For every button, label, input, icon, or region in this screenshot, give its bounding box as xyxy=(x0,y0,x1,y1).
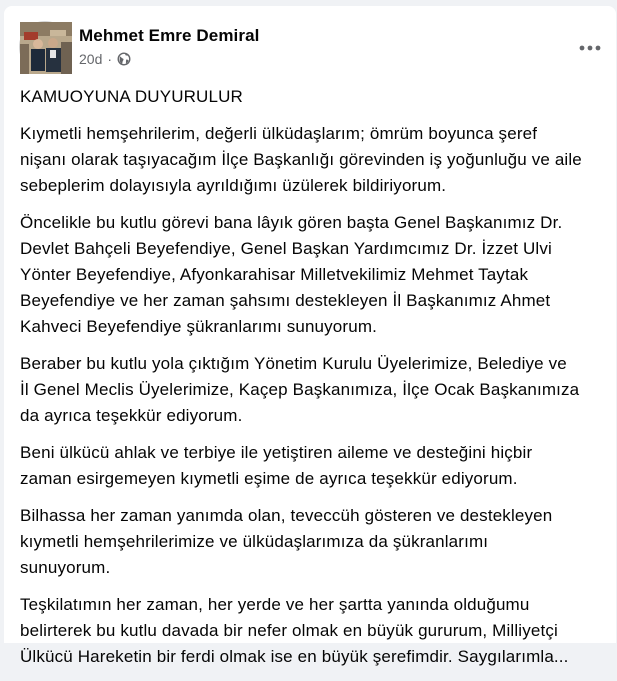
post-paragraph: Kıymetli hemşehrilerim, değerli ülküdaşlarım; ömrüm boyunca şeref nişanı olarak taşıyacağım İlçe Başkanlığı görevinden iş yoğunluğu ve aile sebeplerim dolayısıyla ayrıldığımı üzülerek bildiriyorum. xyxy=(20,124,582,195)
avatar[interactable] xyxy=(19,21,71,73)
post-header xyxy=(4,6,616,80)
post-time[interactable]: 20d xyxy=(79,51,103,67)
avatar-photo xyxy=(20,22,72,74)
post-meta xyxy=(79,51,131,67)
more-options-button[interactable] xyxy=(572,30,608,66)
meta-separator: · xyxy=(107,51,113,67)
post-paragraph: Beraber bu kutlu yola çıktığım Yönetim Kurulu Üyelerimize, Belediye ve İl Genel Meclis Üyelerimize, Kaçep Başkanımıza, İlçe Ocak Başkanımıza da ayrıca teşekkür ediyorum. xyxy=(20,354,580,425)
more-horizontal-icon xyxy=(578,44,602,52)
globe-icon[interactable] xyxy=(117,52,131,66)
post-paragraph: Teşkilatımın her zaman, her yerde ve her şartta yanında olduğumu belirterek bu kutlu davada bir nefer olmak en büyük gururum, Milliyetçi Ülkücü Hareketin bir ferdi olmak ise en büyük şerefimdir. Saygılarımla... xyxy=(20,595,569,666)
post-paragraph: Beni ülkücü ahlak ve terbiye ile yetiştiren aileme ve desteğini hiçbir zaman esirgemeyen kıymetli eşime de ayrıca teşekkür ediyorum. xyxy=(20,443,533,488)
author-name[interactable]: Mehmet Emre Demiral xyxy=(79,26,260,45)
post-card xyxy=(4,6,616,666)
post-paragraph: Bilhassa her zaman yanımda olan, teveccüh gösteren ve destekleyen kıymetli hemşehrilerimize ve ülküdaşlarımıza da şükranlarımı sunuyorum. xyxy=(20,506,553,577)
post-text xyxy=(20,84,616,681)
post-paragraph: Öncelikle bu kutlu görevi bana lâyık gören başta Genel Başkanımız Dr. Devlet Bahçeli Beyefendiye, Genel Başkan Yardımcımız Dr. İzzet Ulvi Yönter Beyefendiye, Afyonkarahisar Milletvekilimiz Mehmet Taytak Beyefendiye ve her zaman şahsımı destekleyen İl Başkanımız Ahmet Kahveci Beyefendiye şükranlarımı sunuyorum. xyxy=(20,213,563,336)
post-heading: KAMUOYUNA DUYURULUR xyxy=(20,87,243,106)
